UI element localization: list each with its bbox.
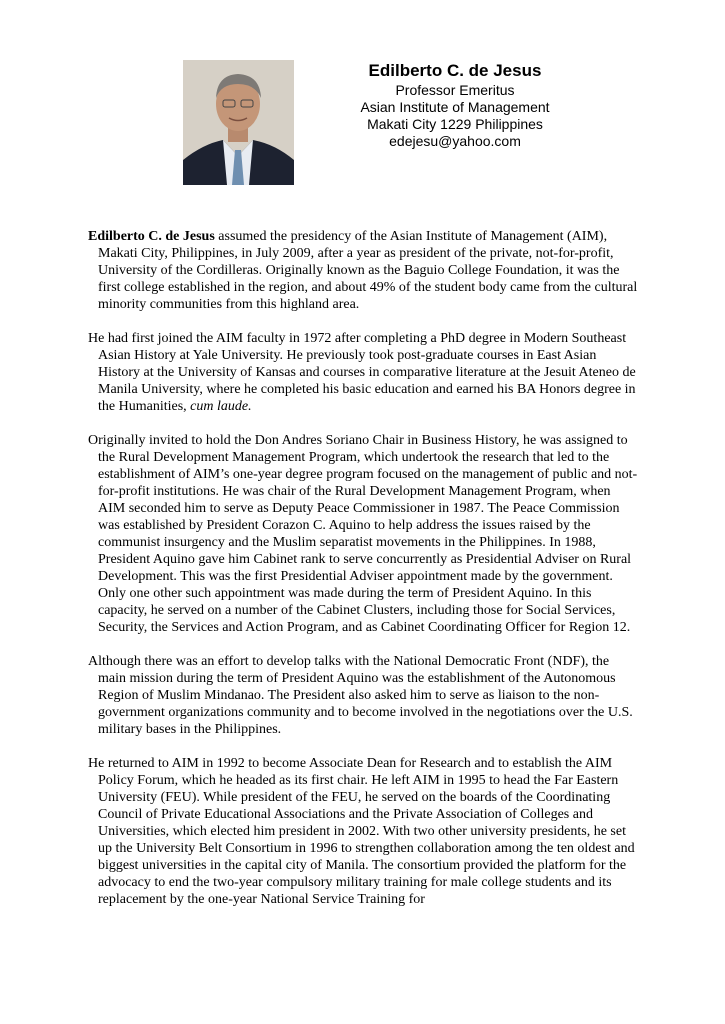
biography-paragraph	[88, 432, 640, 636]
biography-paragraph	[88, 228, 640, 313]
biography-body	[88, 228, 640, 925]
biography-paragraph	[88, 330, 640, 415]
address: Makati City 1229 Philippines	[367, 116, 543, 132]
portrait-image	[183, 60, 294, 185]
biography-paragraph	[88, 653, 640, 738]
email: edejesu@yahoo.com	[389, 133, 521, 149]
paragraph-text: Originally invited to hold the Don Andres Soriano Chair in Business History, he was assigned to the Rural Development Management Program, which undertook the research that led to the establishment of AIM’s one-year degree program focused on the management of public and not-for-profit institutions. He was chair of the Rural Development Management Program, when AIM seconded him to serve as Deputy Peace Commissioner in 1987. The Peace Commission was established by President Corazon C. Aquino to help address the issues raised by the communist insurgency and the Muslim separatist movements in the Philippines. In 1988, President Aquino gave him Cabinet rank to serve concurrently as Presidential Adviser on Rural Development. This was the first Presidential Adviser appointment made by the government. Only one other such appointment was made during the term of President Aquino. In this capacity, he served on a number of the Cabinet Clusters, including those for Social Services, Security, the Services and Action Program, and as Cabinet Coordinating Officer for Region 12.	[88, 433, 638, 635]
person-name: Edilberto C. de Jesus	[368, 61, 542, 80]
profile-photo	[183, 60, 294, 185]
paragraph-text: He had first joined the AIM faculty in 1972 after completing a PhD degree in Modern Southeast Asian History at Yale University. He previously took post-graduate courses in East Asian History at the University of Kansas and courses in comparative literature at the Jesuit Ateneo de Manila University, where he completed his basic education and earned his BA Honors degree in the Humanities,	[88, 331, 636, 414]
biography-paragraph	[88, 755, 640, 908]
paragraph-text: He returned to AIM in 1992 to become Associate Dean for Research and to establish the AIM Policy Forum, which he headed as its first chair. He left AIM in 1995 to head the Far Eastern University (FEU). While president of the FEU, he served on the boards of the Coordinating Council of Private Educational Associations and the Private Association of Colleges and Universities, which elected him president in 2002. With two other university presidents, he set up the University Belt Consortium in 1996 to strengthen collaboration among the ten oldest and biggest universities in the capital city of Manila. The consortium provided the platform for the advocacy to end the two-year compulsory military training for male college students and its replacement by the one-year National Service Training for	[88, 756, 635, 907]
person-title: Professor Emeritus	[395, 82, 515, 98]
paragraph-text: Although there was an effort to develop talks with the National Democratic Front (NDF), the main mission during the term of President Aquino was the establishment of the Autonomous Region of Muslim Mindanao. The President also asked him to serve as liaison to the non-government organizations community and to become involved in the negotiations over the U.S. military bases in the Philippines.	[88, 654, 633, 737]
institution: Asian Institute of Management	[360, 99, 550, 115]
italic-phrase: cum laude.	[190, 399, 252, 414]
name-lead: Edilberto C. de Jesus	[88, 229, 215, 244]
contact-header	[330, 60, 580, 150]
paragraph-text: assumed the presidency of the Asian Institute of Management (AIM), Makati City, Philippines, in July 2009, after a year as president of the private, not-for-profit, University of the Cordilleras. Originally known as the Baguio College Foundation, it was the first college established in the region, and about 49% of the student body came from the cultural minority communities from this highland area.	[98, 229, 638, 312]
